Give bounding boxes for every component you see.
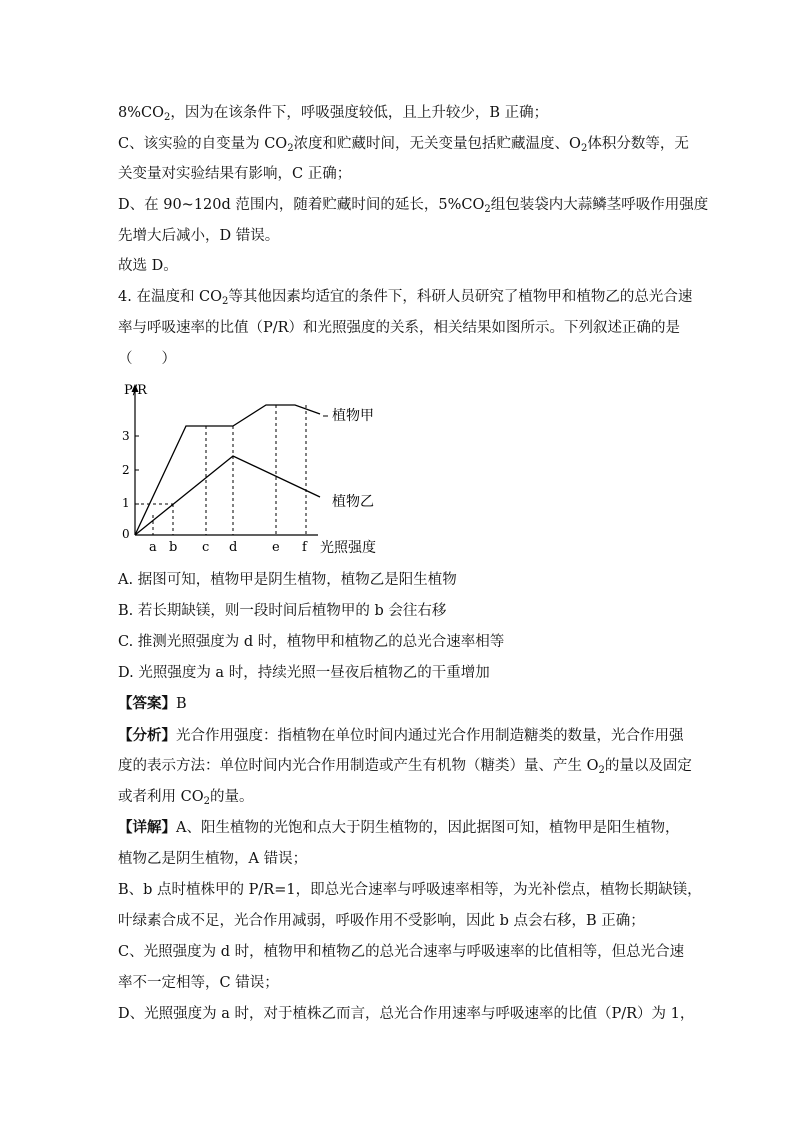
- x-tick-label: a: [149, 540, 157, 555]
- detail-line: 率不一定相等，C 错误；: [118, 975, 279, 991]
- text-line: D、在 90~120d 范围内，随着贮藏时间的延长，$5\%CO_2$组包装袋内大蒜鳞茎呼吸作用强度: [118, 197, 709, 215]
- x-tick-label: f: [302, 540, 307, 555]
- answer: 【答案】B: [118, 695, 187, 712]
- series-label-jia: 植物甲: [332, 408, 374, 424]
- detail-line: 植物乙是阴生植物，A 错误；: [118, 851, 308, 867]
- pr-light-chart: [110, 378, 400, 563]
- y-tick-label: 0: [122, 527, 130, 541]
- x-axis-label: 光照强度: [320, 540, 376, 556]
- x-tick-label: b: [169, 540, 178, 555]
- y-tick-label: 2: [122, 463, 130, 477]
- y-tick-label: 1: [122, 496, 130, 510]
- detail-line: D、光照强度为 a 时，对于植株乙而言，总光合作用速率与呼吸速率的比值（P/R）为 1，: [118, 1006, 695, 1022]
- option-a: A. 据图可知，植物甲是阴生植物，植物乙是阳生植物: [118, 572, 457, 588]
- x-tick-label: c: [202, 540, 210, 555]
- text-line: 关变量对实验结果有影响，C 正确；: [118, 166, 352, 182]
- series-line-yi: [135, 456, 320, 535]
- detail-line: C、光照强度为 d 时，植物甲和植物乙的总光合速率与呼吸速率的比值相等，但总光合速: [118, 944, 685, 960]
- x-tick-label: e: [272, 540, 280, 555]
- option-c: C. 推测光照强度为 d 时，植物甲和植物乙的总光合速率相等: [118, 634, 505, 650]
- text-line: $8\%CO_2$，因为在该条件下，呼吸强度较低，且上升较少，B 正确；: [118, 105, 549, 123]
- series-line-jia: [135, 405, 320, 535]
- y-tick-label: 3: [122, 429, 130, 443]
- analysis: 【分析】光合作用强度：指植物在单位时间内通过光合作用制造糖类的数量，光合作用强: [118, 727, 684, 744]
- analysis-line: 度的表示方法：单位时间内光合作用制造或产生有机物（糖类）量、产生 $O_2$的量以及固定: [118, 758, 692, 776]
- detail-line: 叶绿素合成不足，光合作用减弱，呼吸作用不受影响，因此 b 点会右移，B 正确；: [118, 913, 645, 929]
- question-blank: （ ）: [118, 351, 176, 367]
- question-stem: 率与呼吸速率的比值（P/R）和光照强度的关系，相关结果如图所示。下列叙述正确的是: [118, 320, 681, 336]
- y-axis-label: P/R: [124, 383, 147, 398]
- option-b: B. 若长期缺镁，则一段时间后植物甲的 b 会往右移: [118, 603, 447, 619]
- x-tick-label: d: [229, 540, 238, 555]
- text-line: 故选 D。: [118, 258, 178, 274]
- detail: 【详解】A、阳生植物的光饱和点大于阴生植物的，因此据图可知，植物甲是阳生植物，: [118, 819, 680, 836]
- detail-line: B、b 点时植株甲的 P/R=1，即总光合速率与呼吸速率相等，为光补偿点，植物长期缺镁，: [118, 882, 702, 898]
- analysis-line: 或者利用 $CO_2$的量。: [118, 789, 254, 807]
- text-line: 先增大后减小，D 错误。: [118, 228, 280, 244]
- option-d: D. 光照强度为 a 时，持续光照一昼夜后植物乙的干重增加: [118, 665, 490, 681]
- series-label-yi: 植物乙: [332, 494, 374, 510]
- question-stem: 4. 在温度和 $CO_2$等其他因素均适宜的条件下，科研人员研究了植物甲和植物乙的总光合速: [118, 289, 693, 307]
- text-line: C、该实验的自变量为 $CO_2$浓度和贮藏时间，无关变量包括贮藏温度、$O_2$体积分数等，无: [118, 136, 689, 154]
